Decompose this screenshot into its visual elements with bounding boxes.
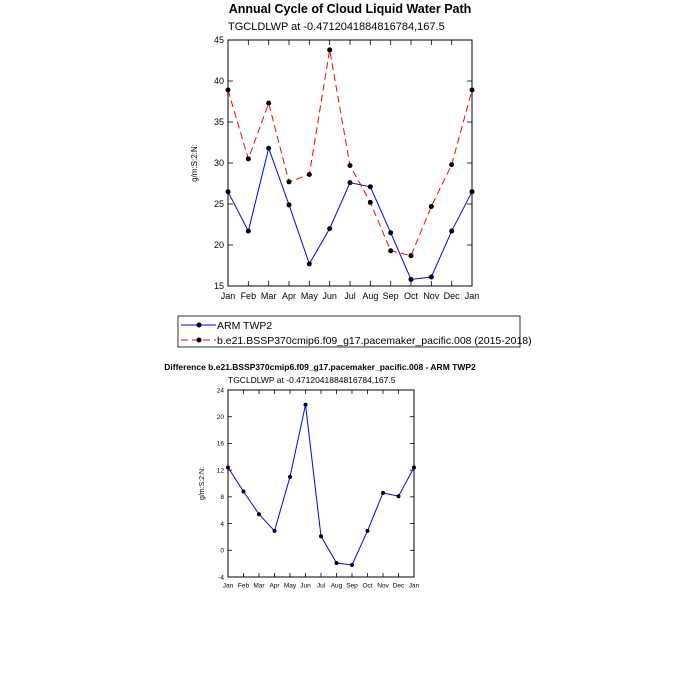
y-tick-label: 15	[213, 281, 224, 292]
series-2-point	[470, 88, 475, 93]
series-1-point	[335, 561, 339, 565]
main-title: Annual Cycle of Cloud Liquid Water Path	[228, 2, 472, 16]
main-subtitle: TGCLDLWP at -0.4712041884816784,167.5	[228, 21, 445, 33]
series-1-point	[226, 189, 231, 194]
y-axis-label: g/m:S:2:N:	[190, 144, 199, 182]
y-axis-label: g/m:S:2:N:	[199, 466, 206, 501]
series-1-point	[273, 529, 277, 533]
x-tick-label: Apr	[281, 291, 297, 301]
series-1-point	[242, 490, 246, 494]
series-1-point	[470, 189, 475, 194]
y-tick-label: 16	[216, 440, 224, 448]
x-tick-label: Jan	[464, 291, 480, 301]
y-tick-label: 35	[213, 117, 224, 128]
x-tick-label: Jan	[222, 582, 234, 590]
series-2-point	[449, 162, 454, 167]
x-tick-label: Mar	[260, 291, 277, 301]
y-tick-label: 45	[213, 35, 224, 46]
x-tick-label: Nov	[377, 582, 389, 590]
cloud-liquid-water-path-chart	[190, 35, 479, 301]
series-1-point	[366, 529, 370, 533]
difference-subtitle: TGCLDLWP at -0.4712041884816784,167.5	[228, 375, 396, 385]
x-tick-label: Dec	[443, 291, 460, 301]
series-1-point	[412, 465, 416, 469]
difference-title: Difference b.e21.BSSP370cmip6.f09_g17.pacemaker_pacific.008 - ARM TWP2	[164, 362, 476, 372]
y-tick-label: 30	[213, 158, 224, 169]
plot-frame	[228, 390, 414, 577]
legend-marker-1	[197, 323, 202, 328]
y-tick-label: 20	[213, 240, 224, 251]
series-2-point	[409, 253, 414, 258]
series-2-point	[368, 200, 373, 205]
series-2-point	[266, 101, 271, 106]
y-tick-label: 0	[220, 547, 224, 555]
series-1-point	[287, 202, 292, 207]
x-tick-label: Aug	[362, 291, 379, 301]
y-tick-label: 25	[213, 199, 224, 210]
x-tick-label: Jun	[322, 291, 337, 301]
y-tick-label: -4	[218, 574, 224, 582]
series-1-point	[257, 512, 261, 516]
x-tick-label: Sep	[382, 291, 399, 301]
x-tick-label: Oct	[403, 291, 419, 301]
x-tick-label: Jan	[408, 582, 420, 590]
series-2-point	[327, 47, 332, 52]
series-line-1	[228, 405, 414, 565]
series-1-point	[381, 491, 385, 495]
difference-chart	[199, 387, 420, 589]
series-1-point	[304, 403, 308, 407]
x-tick-label: Jan	[220, 291, 236, 301]
x-tick-label: Jul	[344, 291, 356, 301]
series-2-point	[388, 248, 393, 253]
series-1-point	[397, 494, 401, 498]
legend-label-2: b.e21.BSSP370cmip6.f09_g17.pacemaker_pacific.008 (2015-2018)	[217, 335, 532, 347]
legend-label-1: ARM TWP2	[217, 320, 273, 332]
series-1-point	[246, 229, 251, 234]
series-1-point	[266, 146, 271, 151]
series-1-point	[449, 229, 454, 234]
chart-legend	[178, 316, 532, 347]
series-2-point	[429, 204, 434, 209]
series-1-point	[307, 261, 312, 266]
series-1-point	[348, 180, 353, 185]
series-2-point	[287, 179, 292, 184]
x-tick-label: May	[300, 291, 318, 301]
series-1-point	[429, 274, 434, 279]
x-tick-label: Dec	[392, 582, 405, 590]
series-1-point	[350, 563, 354, 567]
series-2-point	[226, 88, 231, 93]
series-2-point	[246, 156, 251, 161]
x-tick-label: Jun	[300, 582, 311, 590]
x-tick-label: Nov	[423, 291, 440, 301]
x-tick-label: Feb	[240, 291, 257, 301]
x-tick-label: Jul	[316, 582, 326, 590]
series-1-point	[226, 465, 230, 469]
series-1-point	[368, 184, 373, 189]
series-1-point	[327, 226, 332, 231]
y-tick-label: 20	[216, 413, 224, 421]
y-tick-label: 4	[220, 520, 224, 528]
x-tick-label: Mar	[253, 582, 265, 590]
series-1-point	[409, 277, 414, 282]
x-tick-label: Feb	[237, 582, 250, 590]
y-tick-label: 24	[216, 387, 224, 395]
x-tick-label: Sep	[346, 582, 358, 590]
legend-marker-2	[197, 338, 202, 343]
series-1-point	[288, 475, 292, 479]
x-tick-label: Aug	[330, 582, 343, 590]
series-1-point	[319, 534, 323, 538]
y-tick-label: 40	[213, 76, 224, 87]
series-1-point	[388, 230, 393, 235]
series-2-point	[307, 172, 312, 177]
x-tick-label: Oct	[362, 582, 373, 590]
y-tick-label: 12	[216, 467, 224, 475]
x-tick-label: May	[283, 582, 297, 590]
x-tick-label: Apr	[269, 582, 280, 590]
series-line-2	[228, 50, 472, 256]
y-tick-label: 8	[220, 494, 224, 502]
series-2-point	[348, 163, 353, 168]
